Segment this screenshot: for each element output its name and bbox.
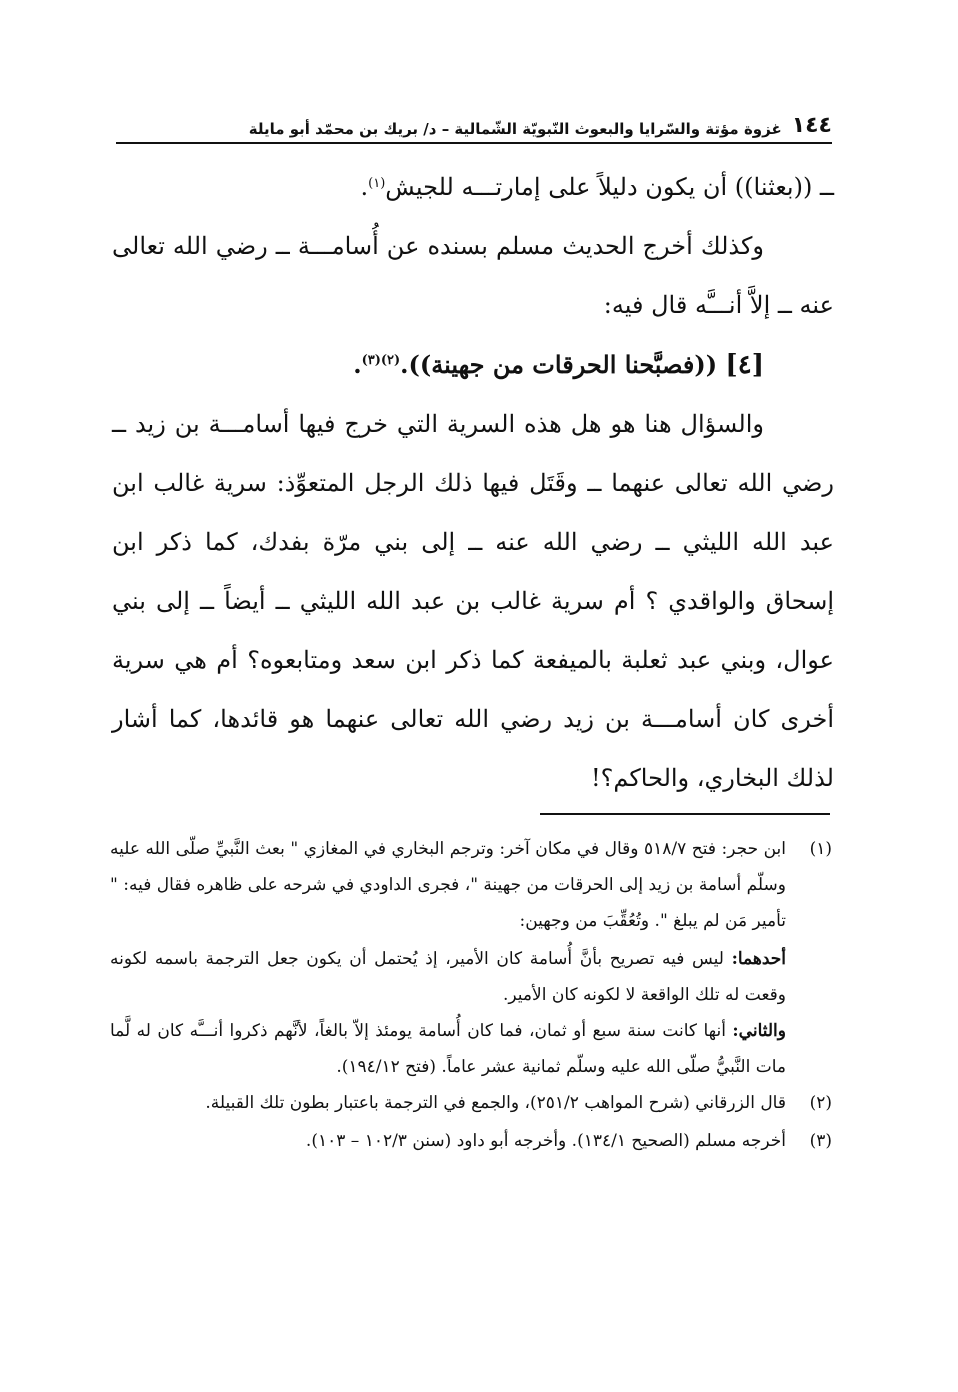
footnote-separator (540, 813, 830, 815)
paragraph-1-text: ــ ((بعثنا)) أن يكون دليلاً على إمارتـــه للجيش (385, 173, 834, 201)
page-number: ١٤٤ (791, 113, 832, 138)
second-point-label: والثاني: (732, 1021, 786, 1041)
footnote-2-number: (٢) (809, 1093, 832, 1113)
paragraph-1 (112, 158, 834, 217)
footnote-1-text: ابن حجر: فتح ٥١٨/٧ وقال في مكان آخر: وترجم البخاري في المغازي " بعث النَّبيِّ صلّى الله عليه وسلّم أسامة بن زيد إلى الحرقات من جهينة "، فجرى الداودي في شرحه على ظاهره فقال فيه: " تأمير مَن لم يبلغ ". وتُعُقِّبَ من وجهين: (110, 839, 786, 931)
heading-number: [٤] (725, 350, 764, 380)
footnote-1-first-point (110, 941, 786, 1013)
footnote-1-body (110, 831, 786, 939)
footnote-2 (110, 1085, 832, 1121)
running-header (116, 104, 832, 144)
footnote-2-text: قال الزرقاني (شرح المواهب ٢٥١/٢)، والجمع في الترجمة باعتبار بطون تلك القبيلة. (205, 1093, 786, 1113)
footnote-3-text: أخرجه مسلم (الصحيح ١٣٤/١). وأخرجه أبو داود (سنن ١٠٢/٣ – ١٠٣). (305, 1131, 786, 1151)
second-point-text: أنها كانت سنة سبع أو ثمان، فما كان أُسامة يومئذ إلاّ بالغاً، لأنَّهم ذكروا أنـــَّه كان له لَّما مات النَّبيُّ صلّى الله عليه وسلّم ثمانية عشر عاماً. (فتح ١٩٤/١٢). (110, 1021, 786, 1077)
paragraph-3: والسؤال هنا هو هل هذه السرية التي خرج فيها أسامـــة بن زيد ــ رضي الله تعالى عنهما ــ وقَتَل فيها ذلك الرجل المتعوِّذ: سرية غالب ابن عبد الله الليثي ــ رضي الله عنه ــ إلى بني مرّة بفدك، كما ذكر ابن إسحاق والواقدي ؟ أم سرية غالب بن عبد الله الليثي ــ أيضاً ــ إلى بني عوال، وبني عبد ثعلبة بالميفعة كما ذكر ابن سعد ومتابعوه؟ أم هي سرية أخرى كان أسامـــة بن زيد رضي الله تعالى عنهما هو قائدها، كما أشار لذلك البخاري، والحاكم؟! (112, 410, 834, 792)
header-title: غزوة مؤتة والسّرايا والبعوث النّبويّة الشّمالية – د/ بريك بن محمّد أبو مايلة (248, 120, 782, 138)
hadith-heading (112, 335, 834, 395)
paragraph-2: وكذلك أخرج الحديث مسلم بسنده عن أُسامـــة ــ رضي الله تعالى عنه ــ إلاَّ أنـــَّه قال فيه: (112, 232, 834, 319)
heading-text: ((فصبَّحنا الحرقات من جهينة)). (400, 350, 718, 379)
footnote-3-body (110, 1123, 786, 1159)
footnote-3 (110, 1123, 832, 1159)
footnote-1 (110, 831, 832, 939)
footnote-refs-2-3: (٢)(٣) (361, 353, 401, 368)
footnote-2-body (110, 1085, 786, 1121)
footnotes (110, 831, 832, 1161)
main-text (112, 158, 834, 808)
footnote-ref-1: (١) (368, 176, 386, 191)
first-point-text: ليس فيه تصريح بأنَّ أُسامة كان الأمير، إذ يُحتمل أن يكون جعل الترجمة باسمه لكونه وقعت له تلك الواقعة لا لكونه كان الأمير. (110, 949, 786, 1005)
paragraph-1-end: . (360, 173, 369, 201)
heading-end: . (353, 350, 362, 379)
footnote-1-continuation (110, 941, 832, 1085)
footnote-1-number: (١) (809, 839, 832, 859)
footnote-3-number: (٣) (809, 1131, 832, 1151)
footnote-1-second-point (110, 1013, 786, 1085)
first-point-label: أحدهما: (731, 949, 786, 969)
